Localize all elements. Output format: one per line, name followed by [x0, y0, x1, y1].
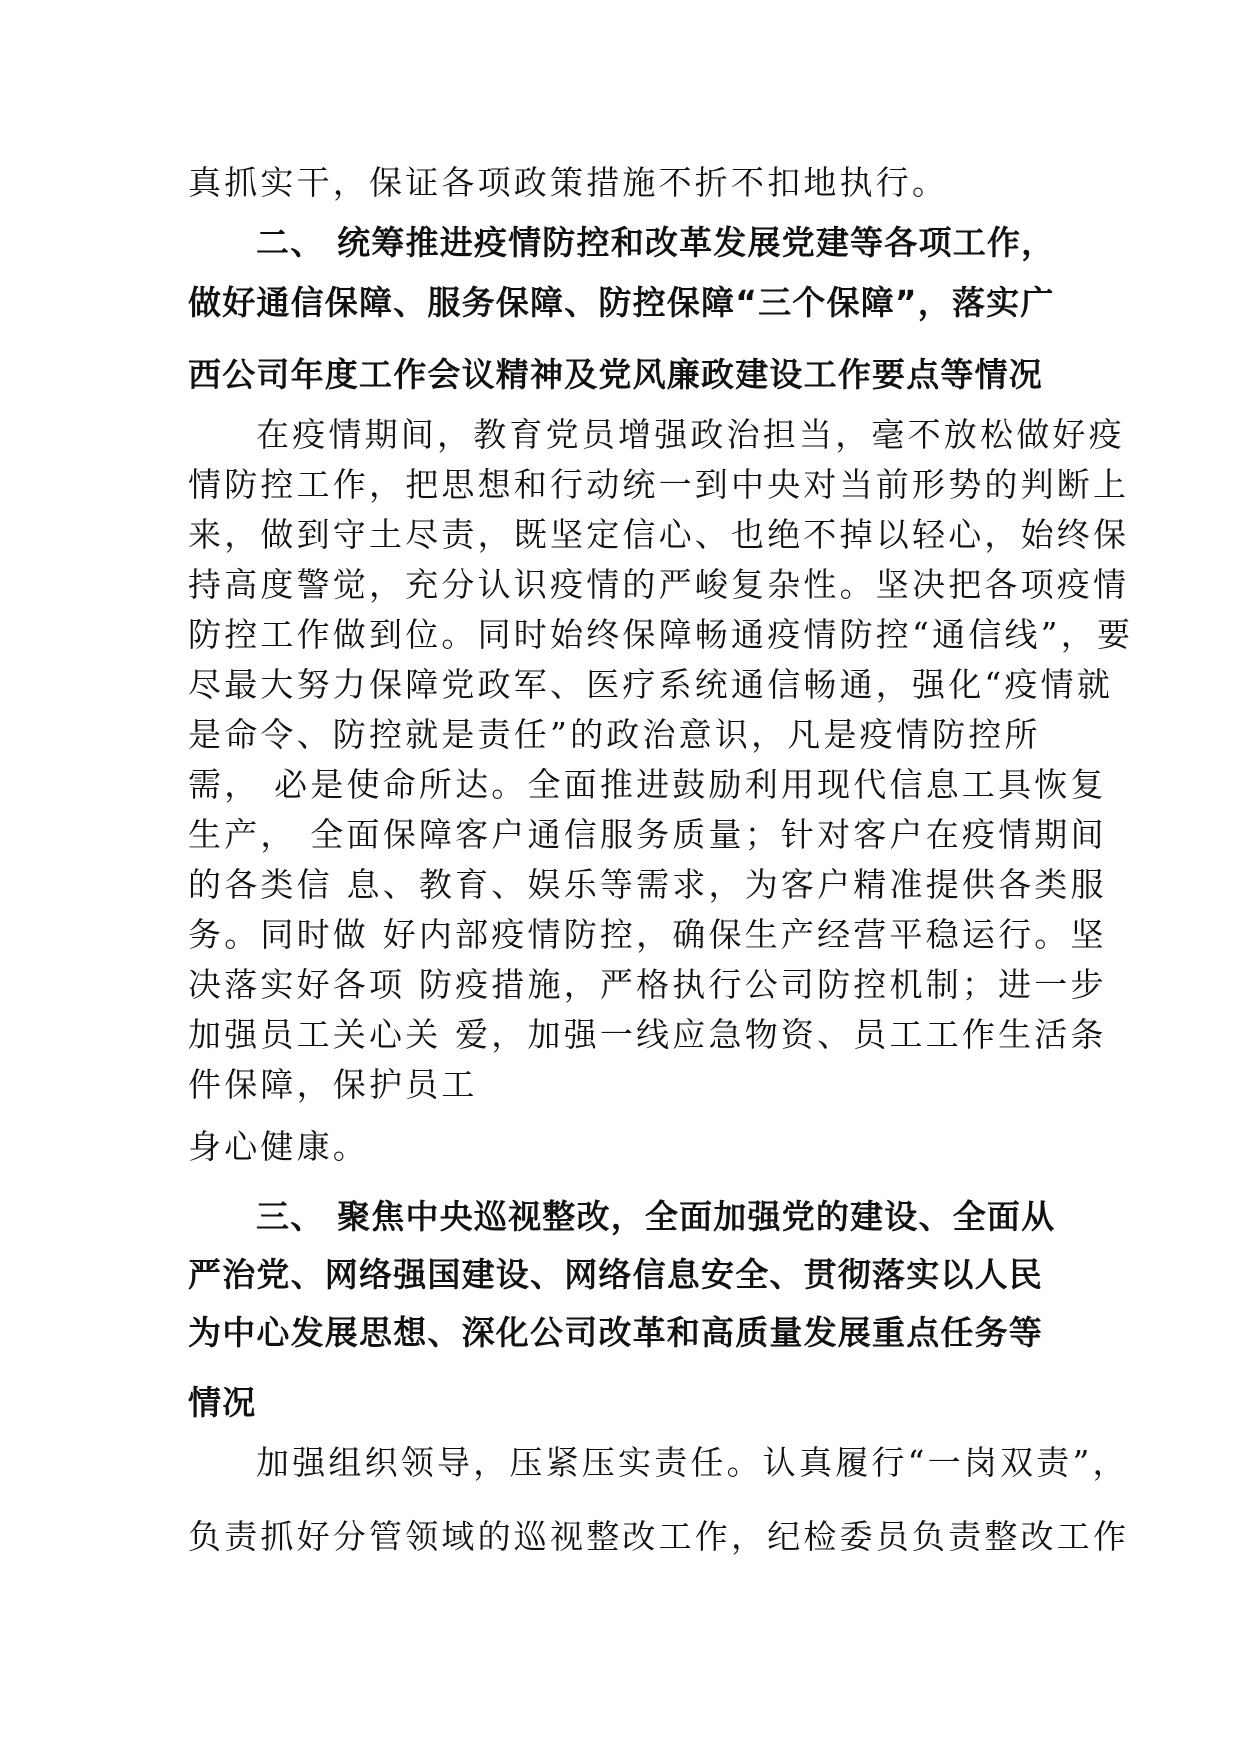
body-line: 情防控工作，把思想和行动统一到中央对当前形势的判断上	[188, 465, 1130, 504]
body-line: 决落实好各项 防疫措施，严格执行公司防控机制；进一步	[188, 965, 1107, 1004]
section-heading-3-line-1: 三、 聚焦中央巡视整改，全面加强党的建设、全面从	[256, 1197, 1056, 1236]
body-line: 务。同时做 好内部疫情防控，确保生产经营平稳运行。坚	[188, 915, 1107, 954]
body-line: 件保障，保护员工	[188, 1065, 478, 1104]
body-line: 的各类信 息、教育、娱乐等需求，为客户精准提供各类服	[188, 865, 1107, 904]
body-line: 持高度警觉，充分认识疫情的严峻复杂性。坚决把各项疫情	[188, 565, 1130, 604]
section-heading-2-line-2: 做好通信保障、服务保障、防控保障“三个保障”，落实广	[188, 283, 1055, 322]
body-line: 防控工作做到位。同时始终保障畅通疫情防控“通信线”，要	[188, 615, 1134, 654]
body-line: 是命令、防控就是责任”的政治意识，凡是疫情防控所	[188, 715, 1041, 754]
body-line: 来，做到守土尽责，既坚定信心、也绝不掉以轻心，始终保	[188, 515, 1130, 554]
body-line: 负责抓好分管领域的巡视整改工作，纪检委员负责整改工作	[188, 1517, 1130, 1556]
section-heading-3-line-2: 严治党、网络强国建设、网络信息安全、贯彻落实以人民	[188, 1255, 1043, 1294]
body-line: 尽最大努力保障党政军、医疗系统通信畅通，强化“疫情就	[188, 665, 1114, 704]
body-line: 生产， 全面保障客户通信服务质量；针对客户在疫情期间	[188, 815, 1107, 854]
section-heading-3-line-4: 情况	[188, 1383, 257, 1422]
body-line: 需， 必是使命所达。全面推进鼓励利用现代信息工具恢复	[188, 765, 1107, 804]
section-heading-2-line-1: 二、 统筹推进疫情防控和改革发展党建等各项工作，	[256, 223, 1056, 262]
body-line: 加强员工关心关 爱，加强一线应急物资、员工工作生活条	[188, 1015, 1107, 1054]
body-line: 身心健康。	[188, 1127, 369, 1166]
body-line: 在疫情期间，教育党员增强政治担当，毫不放松做好疫	[256, 415, 1125, 454]
body-line: 加强组织领导，压紧压实责任。认真履行“一岗双责”，	[256, 1443, 1129, 1482]
section-heading-2-line-3: 西公司年度工作会议精神及党风廉政建设工作要点等情况	[188, 355, 1043, 394]
section-heading-3-line-3: 为中心发展思想、深化公司改革和高质量发展重点任务等	[188, 1313, 1043, 1352]
body-line: 真抓实干，保证各项政策措施不折不扣地执行。	[188, 163, 949, 202]
